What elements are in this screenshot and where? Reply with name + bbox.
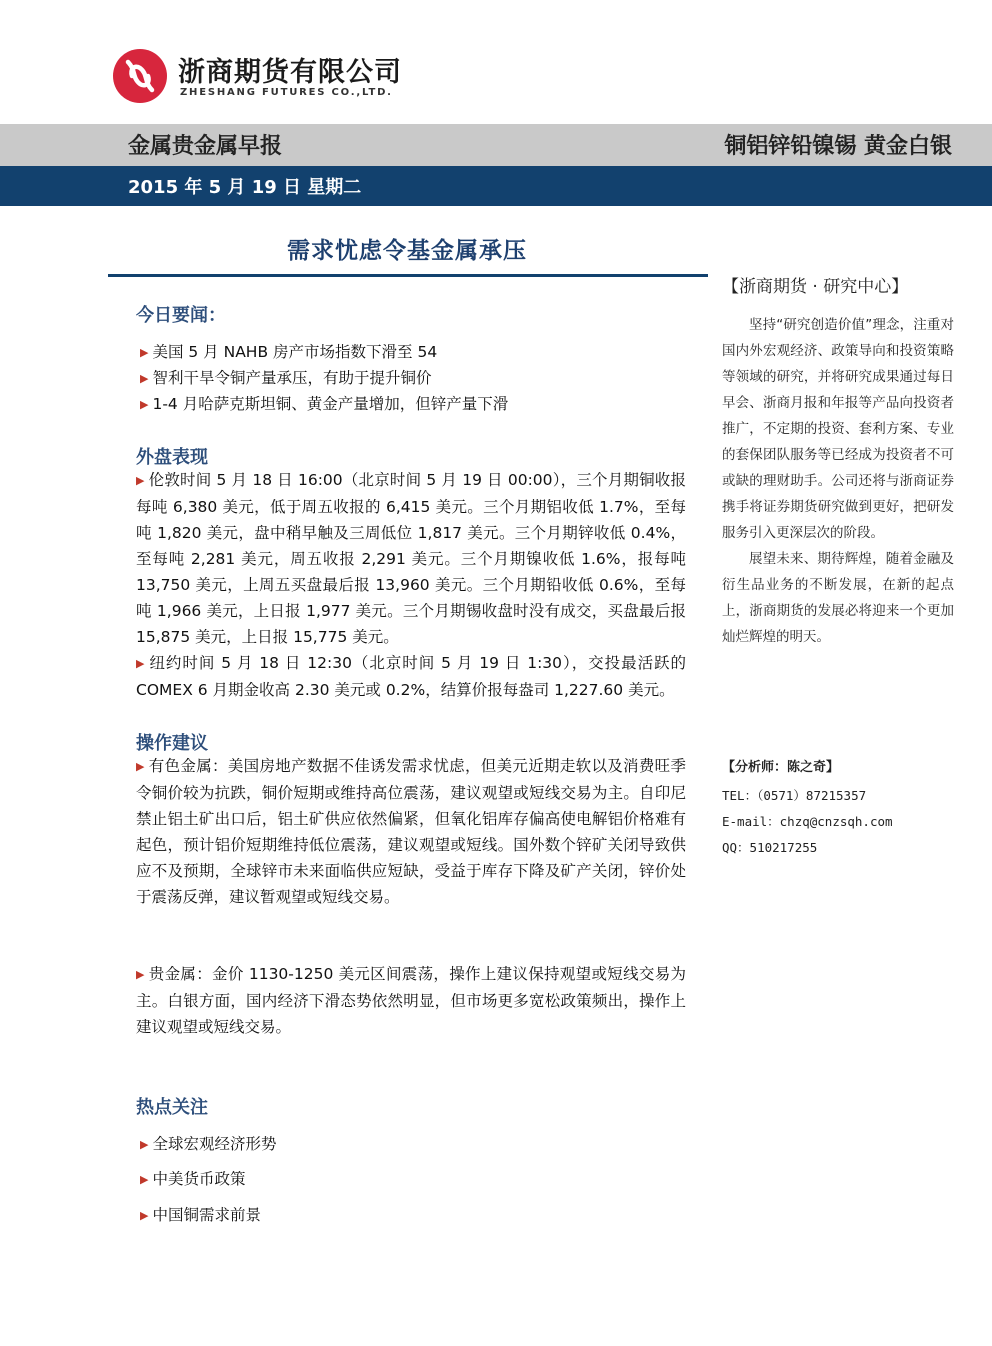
analyst-tel: TEL：（0571）87215357 [722, 788, 867, 803]
analyst-email: E-mail：chzq@cnzsqh.com [722, 814, 893, 829]
overseas-body [136, 467, 686, 703]
advice-body-precious [136, 961, 686, 1040]
intro-paragraph: 坚持“研究创造价值”理念，注重对国内外宏观经济、政策导向和投资策略等领域的研究，并将研究成果通过每日早会、浙商月报和年报等产品向投资者推广，不定期的投资、套利方案、专业的套保团队服务等已经成为投资者不可或缺的理财助手。公司还将与浙商证券携手将证券期货研究做到更好，把研发服务引入更深层次的阶段。 [722, 317, 954, 541]
intro-paragraph: 展望未来、期待辉煌，随着金融及衍生品业务的不断发展，在新的起点上，浙商期货的发展必将迎来一个更加灿烂辉煌的明天。 [722, 551, 954, 645]
arrow-right-icon: ▶ [136, 657, 146, 670]
report-date: 2015 年 5 月 19 日 星期二 [128, 177, 362, 198]
arrow-right-icon: ▶ [140, 1138, 149, 1151]
news-item: ▶ 智利干旱令铜产量承压，有助于提升铜价 [140, 369, 432, 387]
arrow-right-icon: ▶ [136, 474, 145, 487]
company-logo-icon [112, 48, 168, 104]
company-name-en: ZHESHANG FUTURES CO.,LTD. [180, 87, 393, 98]
company-name-cn: 浙商期货有限公司 [178, 57, 402, 88]
analyst-qq: QQ：510217255 [722, 840, 818, 855]
research-center-heading: 【浙商期货 · 研究中心】 [722, 277, 909, 297]
focus-item: ▶ 中美货币政策 [140, 1170, 246, 1188]
advice-paragraph: ▶ 有色金属：美国房地产数据不佳诱发需求忧虑，但美元近期走软以及消费旺季令铜价较为抗跌，铜价短期或维持高位震荡，建议观望或短线交易为主。自印尼禁止铝土矿出口后，铝土矿供应依然偏紧，但氧化铝库存偏高使电解铝价格难有起色，预计铝价短期维持低位震荡，建议观望或短线。国外数个锌矿关闭导致供应不及预期，全球锌市未来面临供应短缺，受益于库存下降及矿产关闭，锌价处于震荡反弹，建议暂观望或短线交易。 [136, 757, 686, 906]
advice-paragraph: ▶ 贵金属：金价 1130-1250 美元区间震荡，操作上建议保持观望或短线交易为主。白银方面，国内经济下滑态势依然明显，但市场更多宽松政策频出，操作上建议观望或短线交易。 [136, 965, 687, 1036]
arrow-right-icon: ▶ [140, 398, 149, 411]
focus-item: ▶ 中国铜需求前景 [140, 1206, 261, 1224]
arrow-right-icon: ▶ [136, 968, 145, 981]
advice-heading: 操作建议 [136, 733, 208, 754]
research-center-intro [722, 312, 954, 650]
overseas-heading: 外盘表现 [136, 447, 208, 468]
arrow-right-icon: ▶ [140, 1209, 149, 1222]
report-title: 需求忧虑令基金属承压 [287, 238, 527, 264]
report-name: 金属贵金属早报 [128, 134, 283, 159]
advice-body [136, 753, 686, 910]
focus-heading: 热点关注 [136, 1097, 208, 1118]
title-divider [108, 274, 708, 277]
arrow-right-icon: ▶ [140, 346, 149, 359]
analyst-name: 【分析师：陈之奇】 [722, 760, 840, 775]
arrow-right-icon: ▶ [140, 372, 149, 385]
overseas-paragraph: ▶ 纽约时间 5 月 18 日 12:30（北京时间 5 月 19 日 1:30），交投最活跃的 COMEX 6 月期金收高 2.30 美元或 0.2%，结算价报每盎司 1,227.60 美元。 [136, 654, 686, 699]
news-item: ▶ 美国 5 月 NAHB 房产市场指数下滑至 54 [140, 343, 438, 361]
focus-item: ▶ 全球宏观经济形势 [140, 1135, 277, 1153]
covered-metals: 铜铝锌铅镍锡 黄金白银 [724, 134, 952, 159]
arrow-right-icon: ▶ [136, 760, 145, 773]
news-item: ▶ 1-4 月哈萨克斯坦铜、黄金产量增加，但锌产量下滑 [140, 395, 509, 413]
news-heading: 今日要闻： [136, 305, 226, 326]
overseas-paragraph: ▶ 伦敦时间 5 月 18 日 16:00（北京时间 5 月 19 日 00:00），三个月期铜收报每吨 6,380 美元，低于周五收报的 6,415 美元。三个月期铝收低 1.7%，至每吨 1,820 美元，盘中稍早触及三周低位 1,817 美元。三个月期锌收低 0.4%，至每吨 2,281 美元，周五收报 2,291 美元。三个月期镍收低 1.6%，报每吨 13,750 美元，上周五买盘最后报 13,960 美元。三个月期铅收低 0.6%，至每吨 1,966 美元，上日报 1,977 美元。三个月期锡收盘时没有成交，买盘最后报 15,875 美元，上日报 15,775 美元。 [136, 471, 686, 646]
arrow-right-icon: ▶ [140, 1173, 149, 1186]
